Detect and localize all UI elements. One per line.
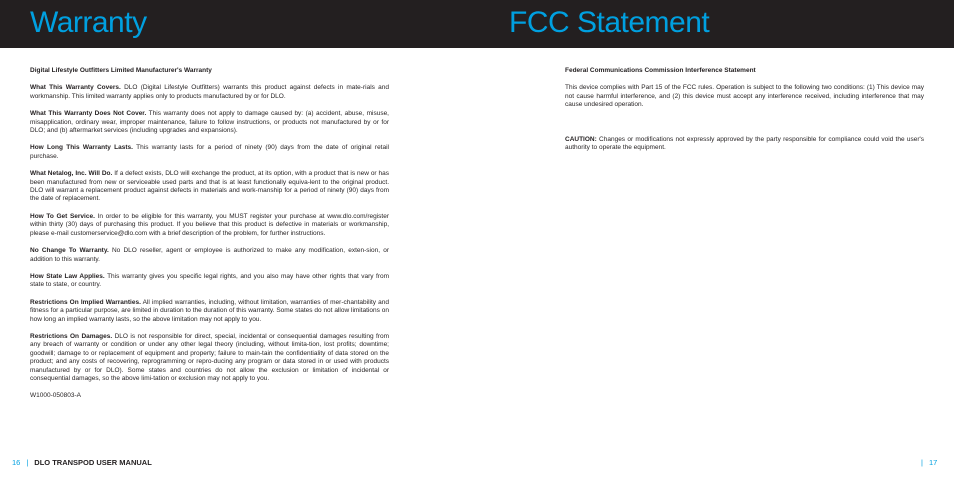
fcc-column bbox=[565, 67, 924, 161]
page-number-left: 16 bbox=[12, 458, 21, 467]
warranty-section bbox=[30, 213, 389, 238]
section-label: No Change To Warranty. bbox=[30, 247, 109, 255]
footer-separator: | bbox=[921, 458, 923, 467]
warranty-column bbox=[30, 67, 389, 410]
page-number-right: 17 bbox=[928, 458, 938, 467]
warranty-section bbox=[30, 170, 389, 204]
warranty-section bbox=[30, 273, 389, 290]
page-title-fcc: FCC Statement bbox=[509, 6, 710, 39]
fcc-heading: Federal Communications Commission Interference Statement bbox=[565, 67, 756, 74]
section-label: What This Warranty Covers. bbox=[30, 84, 121, 92]
manual-title: DLO TRANSPOD USER MANUAL bbox=[34, 458, 152, 467]
section-text: This warranty does not apply to damage caused by: (a) accident, abuse, misuse, misapplication, ordinary wear, improper maintenance, failure to follow instructions, or products not manufactured by or for DLO; and (b) aftermarket services (including upgrades and expansions). bbox=[30, 110, 389, 135]
section-label: What This Warranty Does Not Cover. bbox=[30, 110, 147, 118]
page-title-warranty: Warranty bbox=[30, 6, 147, 39]
section-text: If a defect exists, DLO will exchange the product, at its option, with a product that is new or has been manufactured from new or serviceable used parts and that is at least functionally equiva-lent to the original product. DLO will warrant a replacement product against defects in materials and work-manship for a period of ninety (90) days from the date of replacement. bbox=[30, 170, 389, 203]
warranty-section bbox=[30, 144, 389, 161]
section-text: In order to be eligible for this warranty, you MUST register your purchase at www.dlo.com/register within thirty (30) days of purchasing this product. If you believe that this product is defective in materials or workmanship, please e-mail customerservice@dlo.com with a brief description of the problem, for further instructions. bbox=[30, 212, 389, 237]
section-text: This warranty gives you specific legal rights, and you also may have other rights that vary from state to state, or country. bbox=[30, 272, 389, 289]
section-label: What Netalog, Inc. Will Do. bbox=[30, 170, 113, 178]
section-text: No DLO reseller, agent or employee is authorized to make any modification, exten-sion, or addition to this warranty. bbox=[30, 247, 389, 263]
warranty-section bbox=[30, 84, 389, 101]
warranty-section bbox=[30, 333, 389, 383]
section-text: DLO is not responsible for direct, special, incidental or consequential damages resulting from any breach of warranty or condition or under any other legal theory (including, without limita-tion, lost profits; downtime; goodwill; damage to or replacement of equipment and property; failure to main-tain the confidentiality of data stored on the product; and any costs of recovering, reprogramming or repro-ducing any program or data stored in or used with products manufactured by or for DLO). Some states and countries do not allow the exclusion or limitation of incidental or consequential damages, so the above limi-tation or exclusion may not apply to you. bbox=[30, 332, 389, 382]
fcc-body: This device complies with Part 15 of the FCC rules. Operation is subject to the following two conditions: (1) This device may not cause harmful interference, and (2) this device must accept any interference received, including interference that may cause undesired operation. bbox=[565, 84, 924, 109]
footer-right bbox=[915, 458, 937, 468]
warranty-section bbox=[30, 110, 389, 135]
caution-label: CAUTION: bbox=[565, 135, 597, 143]
section-label: How State Law Applies. bbox=[30, 272, 105, 280]
section-label: How To Get Service. bbox=[30, 212, 95, 220]
section-label: Restrictions On Implied Warranties. bbox=[30, 298, 141, 306]
section-text: All implied warranties, including, without limitation, warranties of mer-chantability and fitness for a particular purpose, are limited in duration to the duration of this warranty. Some states do not allow limitations on how long an implied warranty lasts, so the above limitation may not apply to you. bbox=[30, 298, 389, 323]
warranty-heading: Digital Lifestyle Outfitters Limited Manufacturer's Warranty bbox=[30, 67, 212, 74]
section-label: How Long This Warranty Lasts. bbox=[30, 144, 133, 152]
warranty-section bbox=[30, 247, 389, 264]
document-code: W1000-050803-A bbox=[30, 392, 81, 400]
warranty-section bbox=[30, 299, 389, 324]
fcc-caution bbox=[565, 136, 924, 153]
footer-left bbox=[12, 458, 152, 468]
section-text: DLO (Digital Lifestyle Outfitters) warrants this product against defects in mate-rials and workmanship. This limited warranty applies only to products manufactured by or for DLO. bbox=[30, 84, 389, 100]
section-label: Restrictions On Damages. bbox=[30, 332, 113, 340]
caution-text: Changes or modifications not expressly approved by the party responsible for compliance could void the user's authority to operate the equipment. bbox=[565, 135, 924, 152]
section-text: This warranty lasts for a period of ninety (90) days from the date of original retail purchase. bbox=[30, 144, 389, 160]
footer-separator: | bbox=[26, 458, 29, 467]
